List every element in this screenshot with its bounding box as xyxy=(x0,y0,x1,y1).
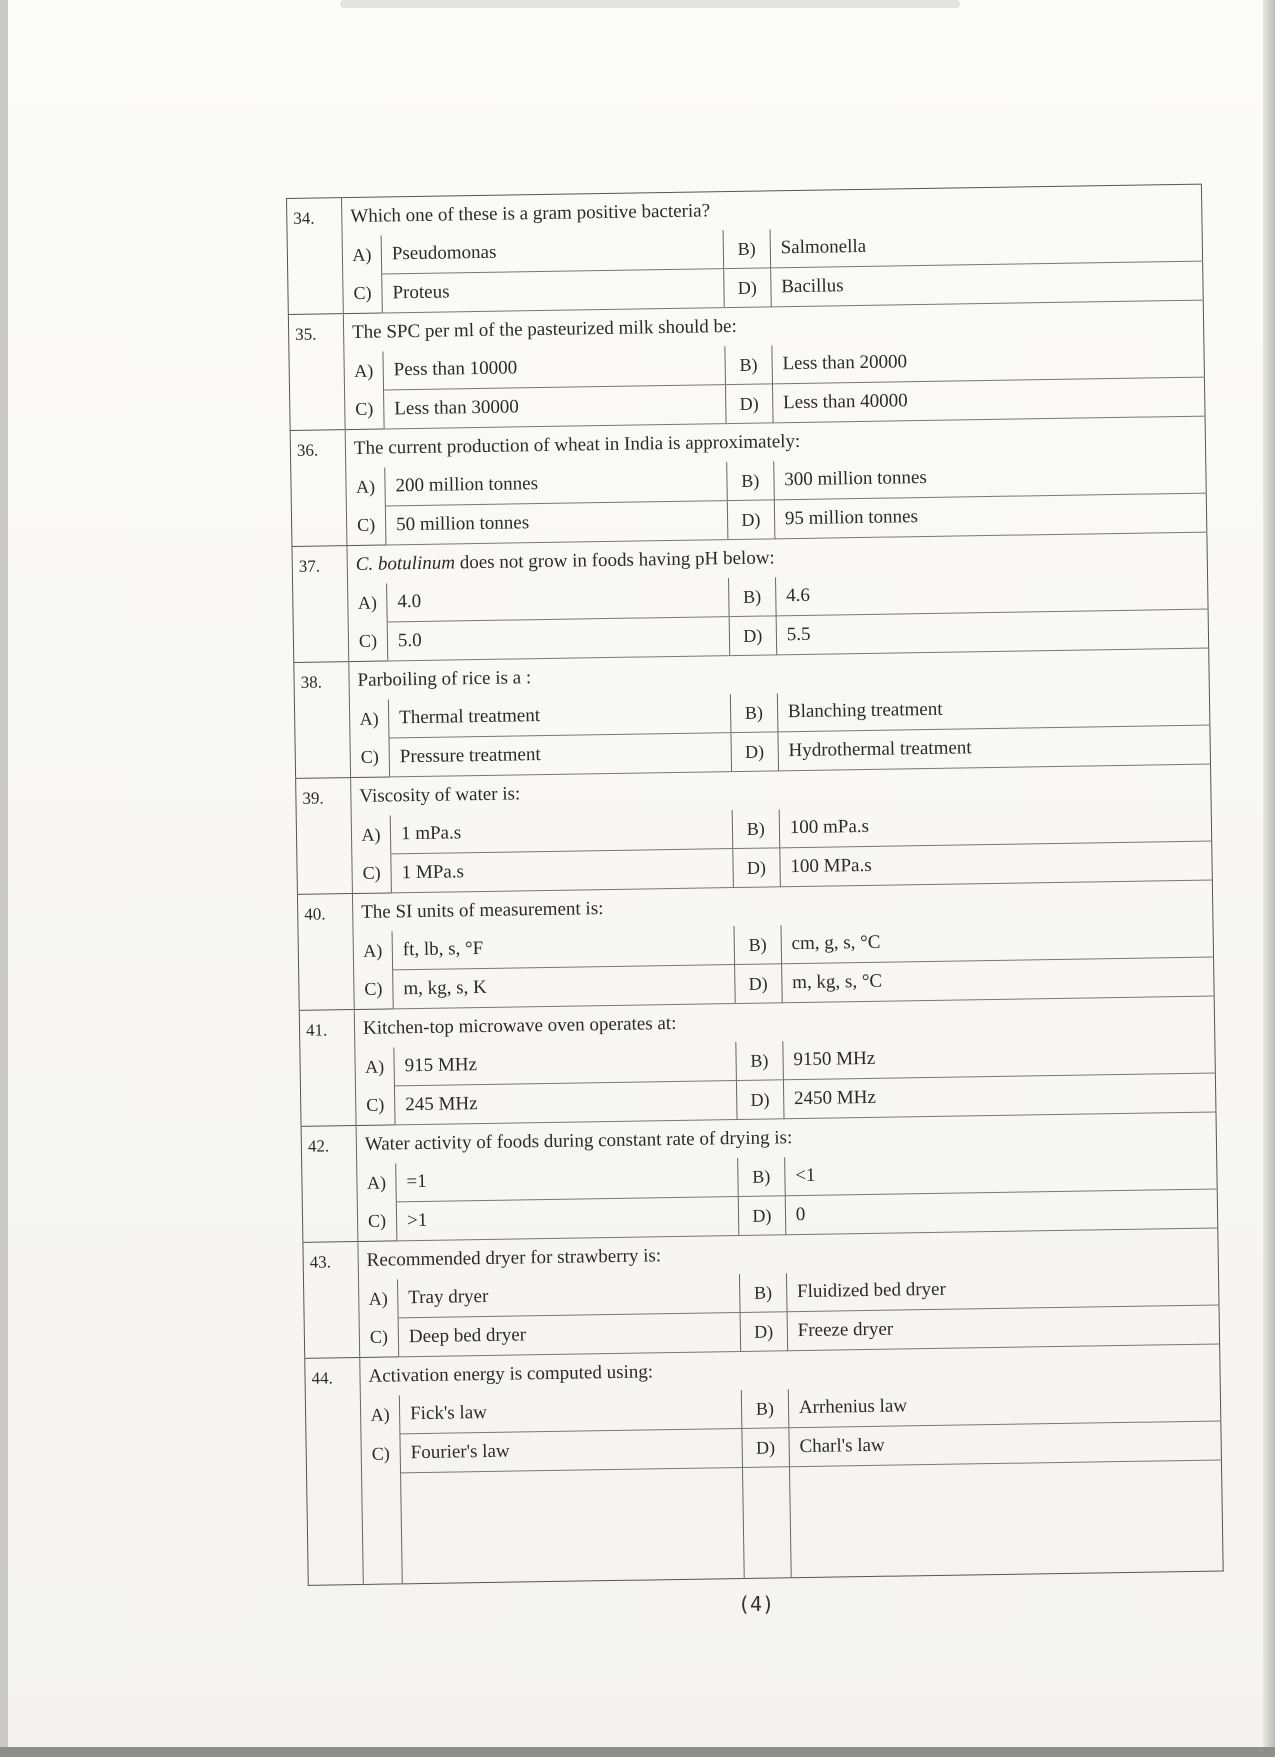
blank-cell xyxy=(789,1460,1223,1578)
option-label-c: C) xyxy=(355,1086,395,1126)
question-stem-text: The current production of wheat in India is approximately: xyxy=(353,430,801,459)
option-label-a: A) xyxy=(355,1047,395,1086)
option-d: Freeze dryer xyxy=(787,1305,1220,1351)
question-table-body xyxy=(287,184,1224,1585)
option-label-a: A) xyxy=(342,236,382,275)
option-label-b: B) xyxy=(730,693,778,732)
option-label-c: C) xyxy=(359,1318,399,1358)
question-number: 44. xyxy=(305,1357,364,1585)
option-label-c: C) xyxy=(343,274,383,314)
option-c: >1 xyxy=(396,1197,738,1241)
option-label-d: D) xyxy=(733,848,781,888)
option-a: Thermal treatment xyxy=(388,694,730,738)
question-stem-text: Which one of these is a gram positive bacteria? xyxy=(350,200,711,227)
option-label-c: C) xyxy=(361,1434,401,1474)
option-label-b: B) xyxy=(736,1041,784,1080)
option-label-c: C) xyxy=(345,390,385,430)
option-b: 4.6 xyxy=(775,571,1208,616)
blank-cell xyxy=(742,1467,791,1579)
option-label-d: D) xyxy=(742,1428,790,1468)
option-c: Pressure treatment xyxy=(389,733,731,777)
option-a: 4.0 xyxy=(387,578,729,622)
option-c: 1 MPa.s xyxy=(391,849,733,893)
question-stem-text: The SI units of measurement is: xyxy=(361,898,604,923)
question-number: 36. xyxy=(290,430,347,547)
option-label-b: B) xyxy=(727,461,775,500)
question-number: 41. xyxy=(299,1010,356,1127)
option-a: Fick's law xyxy=(399,1390,741,1434)
question-stem-text: Parboiling of rice is a : xyxy=(357,667,532,691)
option-b: Fluidized bed dryer xyxy=(786,1266,1219,1311)
option-label-a: A) xyxy=(353,931,393,970)
question-number: 35. xyxy=(288,314,345,431)
option-a: ft, lb, s, °F xyxy=(392,926,734,970)
option-b: 100 mPa.s xyxy=(779,803,1212,848)
question-number: 39. xyxy=(296,778,353,895)
option-d: Hydrothermal treatment xyxy=(778,725,1211,771)
question-stem-text: does not grow in foods having pH below: xyxy=(454,547,775,574)
question-number: 38. xyxy=(294,662,351,779)
option-d: Less than 40000 xyxy=(772,377,1205,423)
option-label-a: A) xyxy=(348,583,388,622)
question-sheet xyxy=(286,184,1224,1586)
option-a: 200 million tonnes xyxy=(385,462,727,506)
option-d: 100 MPa.s xyxy=(780,841,1213,887)
blank-cell xyxy=(401,1467,745,1583)
question-number: 42. xyxy=(301,1126,358,1243)
option-d: Charl's law xyxy=(789,1421,1222,1467)
option-a: Pseudomonas xyxy=(381,230,723,274)
option-c: m, kg, s, K xyxy=(393,965,735,1009)
option-label-b: B) xyxy=(723,229,771,268)
option-label-b: B) xyxy=(739,1273,787,1312)
option-label-b: B) xyxy=(728,577,776,616)
option-b: <1 xyxy=(784,1151,1217,1196)
question-number: 43. xyxy=(303,1241,360,1358)
option-label-c: C) xyxy=(350,738,390,778)
option-label-c: C) xyxy=(348,622,388,662)
option-label-a: A) xyxy=(357,1163,397,1202)
option-d: 0 xyxy=(785,1189,1218,1235)
option-a: Pess than 10000 xyxy=(383,346,725,390)
option-label-b: B) xyxy=(725,345,773,384)
option-label-a: A) xyxy=(360,1395,400,1434)
option-label-d: D) xyxy=(729,616,777,656)
option-label-d: D) xyxy=(725,384,773,424)
option-b: cm, g, s, °C xyxy=(781,919,1214,964)
option-d: 95 million tonnes xyxy=(774,493,1207,539)
option-d: 2450 MHz xyxy=(783,1073,1216,1119)
option-label-d: D) xyxy=(731,732,779,772)
option-label-a: A) xyxy=(359,1279,399,1318)
option-d: m, kg, s, °C xyxy=(781,957,1214,1003)
scan-edge-bottom xyxy=(0,1747,1275,1757)
option-label-b: B) xyxy=(732,809,780,848)
question-stem-text: Activation energy is computed using: xyxy=(368,1361,654,1387)
option-label-b: B) xyxy=(734,925,782,964)
option-b: Arrhenius law xyxy=(788,1382,1221,1427)
blank-cell xyxy=(362,1473,403,1585)
scan-edge-left xyxy=(0,0,8,1757)
option-b: 9150 MHz xyxy=(783,1035,1216,1080)
question-stem-italic: C. botulinum xyxy=(355,552,456,575)
option-c: Less than 30000 xyxy=(384,385,726,429)
option-label-c: C) xyxy=(346,506,386,546)
option-label-d: D) xyxy=(727,500,775,540)
option-label-c: C) xyxy=(357,1202,397,1242)
option-b: 300 million tonnes xyxy=(774,455,1207,500)
option-label-a: A) xyxy=(344,351,384,390)
question-stem-text: Viscosity of water is: xyxy=(359,783,521,807)
question-number: 40. xyxy=(297,894,354,1011)
option-c: Proteus xyxy=(382,269,724,313)
question-stem-text: Kitchen-top microwave oven operates at: xyxy=(362,1012,677,1039)
option-c: Fourier's law xyxy=(400,1428,742,1472)
question-table xyxy=(286,184,1224,1586)
option-a: 1 mPa.s xyxy=(390,810,732,854)
blank-row xyxy=(307,1460,1224,1585)
option-d: Bacillus xyxy=(770,261,1203,307)
option-b: Salmonella xyxy=(770,223,1203,268)
question-stem-text: Recommended dryer for strawberry is: xyxy=(366,1245,662,1271)
option-b: Blanching treatment xyxy=(777,687,1210,732)
scan-edge-right xyxy=(1263,0,1275,1757)
option-a: =1 xyxy=(396,1158,738,1202)
option-label-a: A) xyxy=(349,699,389,738)
option-c: 50 million tonnes xyxy=(385,501,727,545)
scan-smudge xyxy=(340,0,960,8)
option-label-d: D) xyxy=(740,1312,788,1352)
option-c: 5.0 xyxy=(387,617,729,661)
option-label-d: D) xyxy=(734,964,782,1004)
option-label-b: B) xyxy=(741,1389,789,1428)
option-label-d: D) xyxy=(738,1196,786,1236)
option-b: Less than 20000 xyxy=(772,339,1205,384)
option-label-d: D) xyxy=(723,268,771,308)
option-label-c: C) xyxy=(354,970,394,1010)
question-number: 34. xyxy=(287,198,344,315)
option-label-b: B) xyxy=(737,1157,785,1196)
question-stem-text: The SPC per ml of the pasteurized milk should be: xyxy=(351,315,737,343)
option-a: 915 MHz xyxy=(394,1042,736,1086)
option-c: Deep bed dryer xyxy=(398,1313,740,1357)
option-label-a: A) xyxy=(346,467,386,506)
option-c: 245 MHz xyxy=(394,1081,736,1125)
option-label-c: C) xyxy=(352,854,392,894)
page-number: (4) xyxy=(738,1592,775,1616)
option-d: 5.5 xyxy=(776,609,1209,655)
option-label-d: D) xyxy=(736,1080,784,1120)
question-stem-text: Water activity of foods during constant rate of drying is: xyxy=(364,1127,793,1155)
option-label-a: A) xyxy=(351,815,391,854)
question-number: 37. xyxy=(292,546,349,663)
option-a: Tray dryer xyxy=(397,1274,739,1318)
